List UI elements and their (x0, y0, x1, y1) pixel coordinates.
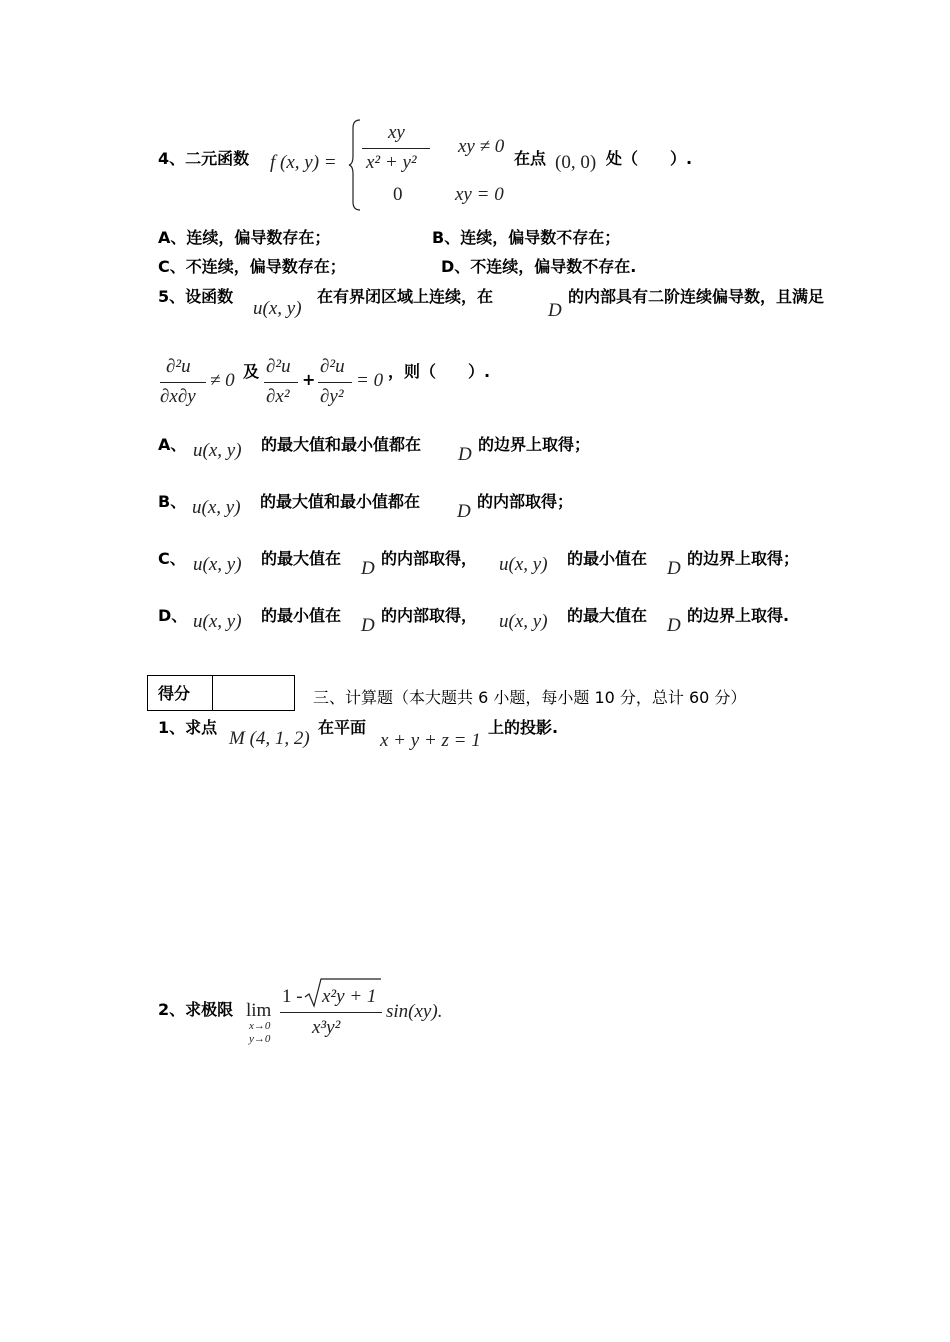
q5-option-d-d2: D (667, 615, 681, 636)
q4-number: 4、二元函数 (158, 149, 250, 168)
p2-lim-sub-x: x→0 (249, 1020, 271, 1032)
q5-option-b-text2: 的内部取得； (477, 492, 574, 511)
p2-one-minus: 1 - (282, 986, 303, 1007)
piecewise-brace (348, 118, 362, 212)
q5-option-c-text2: 的内部取得， (381, 549, 478, 568)
q5-option-d-func: u(x, y) (193, 611, 242, 632)
q5-option-c-func: u(x, y) (193, 554, 242, 575)
q5-option-c-text1: 的最大值在 (261, 549, 342, 568)
q4-option-b: B、连续，偏导数不存在； (432, 228, 621, 247)
section-3-title: 三、计算题（本大题共 6 小题，每小题 10 分，总计 60 分） (313, 688, 747, 707)
q4-tail: 处（ ）. (606, 149, 693, 168)
p2-denominator: x³y² (312, 1017, 341, 1038)
q4-case1-numerator: xy (388, 122, 405, 143)
q4-option-a: A、连续，偏导数存在； (158, 228, 331, 247)
q5-plus: + (302, 370, 316, 389)
q5-eq-zero: = 0 (356, 370, 384, 391)
p1-tail: 上的投影. (488, 718, 559, 737)
p2-sin: sin(xy). (386, 1001, 443, 1022)
q5-option-d-text3: 的最大值在 (567, 606, 648, 625)
q4-case2-condition: xy = 0 (455, 184, 504, 205)
q5-mixed-denominator: ∂x∂y (160, 386, 196, 407)
q4-option-c: C、不连续，偏导数存在； (158, 257, 346, 276)
q5-option-a-text1: 的最大值和最小值都在 (261, 435, 422, 454)
q5-then: ，则（ ）. (388, 362, 491, 381)
q4-point: (0, 0) (555, 152, 597, 173)
q4-function: f (x, y) = (270, 152, 337, 173)
p2-fraction-bar (280, 1012, 382, 1013)
q5-xx-denominator: ∂x² (266, 386, 290, 407)
p1-mid-text: 在平面 (318, 718, 367, 737)
q5-option-b-label: B、 (158, 492, 187, 511)
q5-option-a-label: A、 (158, 435, 187, 454)
q5-option-c-label: C、 (158, 549, 186, 568)
q5-function: u(x, y) (253, 298, 302, 319)
q5-option-b-text1: 的最大值和最小值都在 (260, 492, 421, 511)
q5-option-c-func2: u(x, y) (499, 554, 548, 575)
q5-option-d-text2: 的内部取得， (381, 606, 478, 625)
q5-option-c-text4: 的边界上取得； (687, 549, 800, 568)
q5-xx-bar (264, 382, 298, 383)
q4-at-point-label: 在点 (514, 149, 547, 168)
q4-case2-value: 0 (393, 184, 403, 205)
q4-option-d: D、不连续，偏导数不存在. (441, 257, 637, 276)
q5-neq-zero: ≠ 0 (210, 370, 235, 391)
q5-mixed-bar (160, 382, 206, 383)
q5-region-d: D (548, 300, 562, 321)
q4-case1-condition: xy ≠ 0 (458, 136, 505, 157)
p1-number: 1、求点 (158, 718, 218, 737)
q5-option-a-d: D (458, 444, 472, 465)
q4-case1-denominator: x² + y² (366, 152, 417, 173)
q5-mixed-numerator: ∂²u (166, 356, 191, 377)
q5-option-b-func: u(x, y) (192, 497, 241, 518)
q5-mid-text: 在有界闭区域上连续，在 (317, 287, 494, 306)
q5-xx-numerator: ∂²u (266, 356, 291, 377)
q5-yy-numerator: ∂²u (320, 356, 345, 377)
q5-number: 5、设函数 (158, 287, 234, 306)
q5-option-d-func2: u(x, y) (499, 611, 548, 632)
q5-and: 及 (243, 362, 260, 381)
q5-yy-denominator: ∂y² (320, 386, 344, 407)
q5-option-c-text3: 的最小值在 (567, 549, 648, 568)
q5-option-d-d1: D (361, 615, 375, 636)
q5-option-d-label: D、 (158, 606, 188, 625)
p1-plane: x + y + z = 1 (380, 730, 481, 751)
q5-option-c-d1: D (361, 558, 375, 579)
q4-fraction-bar (362, 148, 430, 149)
p2-lim: lim (246, 1000, 272, 1021)
q5-option-a-text2: 的边界上取得； (478, 435, 591, 454)
q5-tail-text: 的内部具有二阶连续偏导数，且满足 (568, 287, 825, 306)
p2-radicand: x²y + 1 (322, 986, 377, 1007)
q5-option-d-text1: 的最小值在 (261, 606, 342, 625)
p2-lim-sub-y: y→0 (249, 1033, 271, 1045)
q5-option-d-text4: 的边界上取得. (687, 606, 790, 625)
q5-yy-bar (318, 382, 352, 383)
p2-number: 2、求极限 (158, 1000, 234, 1019)
score-table-divider (212, 675, 213, 710)
p1-point: M (4, 1, 2) (229, 728, 310, 749)
q5-option-c-d2: D (667, 558, 681, 579)
q5-option-b-d: D (457, 501, 471, 522)
score-label: 得分 (158, 684, 191, 703)
q5-option-a-func: u(x, y) (193, 440, 242, 461)
